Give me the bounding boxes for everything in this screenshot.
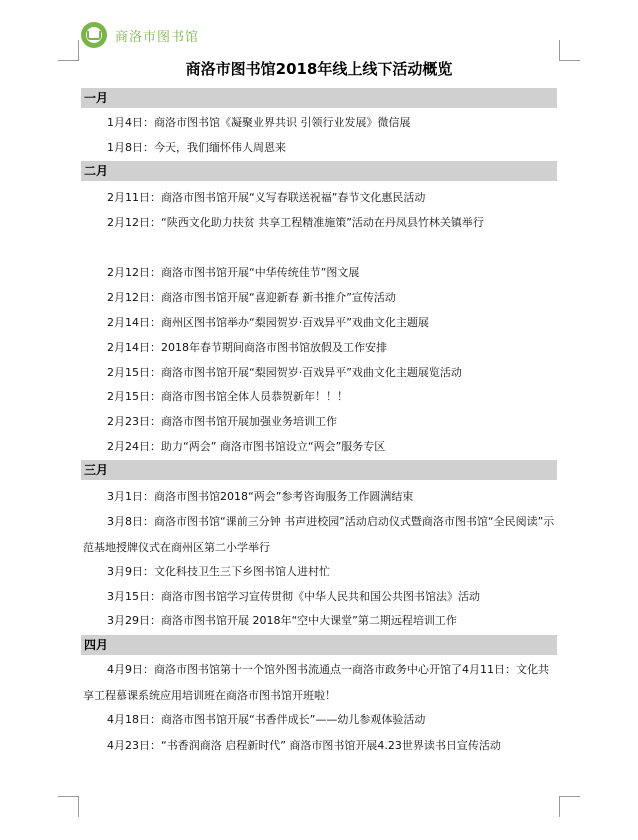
month-heading: 四月: [81, 635, 557, 655]
list-item: 2月12日：商洛市图书馆开展“中华传统佳节”图文展: [107, 266, 360, 279]
list-item: 2月23日：商洛市图书馆开展加强业务培训工作: [107, 415, 337, 428]
page-title: 商洛市图书馆2018年线上线下活动概览: [185, 60, 453, 78]
list-item: 2月15日：商洛市图书馆全体人员恭贺新年！！！: [107, 390, 348, 403]
list-item: 2月12日：商洛市图书馆开展“喜迎新春 新书推介”宣传活动: [107, 291, 396, 304]
list-item: 1月4日：商洛市图书馆《凝聚业界共识 引领行业发展》微信展: [107, 116, 411, 129]
list-item: 2月11日：商洛市图书馆开展“义写春联送祝福”春节文化惠民活动: [107, 191, 426, 204]
list-item: 2月24日：助力“两会” 商洛市图书馆设立“两会”服务专区: [107, 440, 386, 453]
list-item: 3月9日：文化科技卫生三下乡图书馆人进村忙: [107, 565, 330, 578]
list-item: 2月15日：商洛市图书馆开展“梨园贺岁·百戏异平”戏曲文化主题展览活动: [107, 366, 462, 379]
list-item: 3月1日：商洛市图书馆2018“两会”参考咨询服务工作圆满结束: [107, 490, 414, 503]
list-item: 4月23日：“书香润商洛 启程新时代” 商洛市图书馆开展4.23世界读书日宣传活动: [107, 739, 501, 752]
list-item: 4月9日：商洛市图书馆第十一个馆外图书流通点一商洛市政务中心开馆了4月11日：文化共享工程慕课系统应用培训班在商洛市图书馆开班啦！: [83, 663, 549, 702]
crop-mark-bottom-left: [58, 796, 79, 817]
library-name: 商洛市图书馆: [115, 29, 200, 45]
list-item: 2月14日：2018年春节期间商洛市图书馆放假及工作安排: [107, 341, 387, 354]
month-heading: 二月: [81, 161, 557, 181]
list-item: 2月14日：商州区图书馆举办“梨园贺岁·百戏异平”戏曲文化主题展: [107, 316, 429, 329]
list-item: 3月29日：商洛市图书馆开展 2018年“空中大课堂”第二期远程培训工作: [107, 614, 457, 627]
list-item: 2月12日：“陕西文化助力扶贫 共享工程精准施策”活动在丹凤县竹林关镇举行: [107, 216, 484, 229]
list-item: 4月18日：商洛市图书馆开展“书香伴成长”——幼儿参观体验活动: [107, 713, 426, 726]
library-logo-icon: [81, 22, 107, 48]
list-item: 1月8日：今天，我们缅怀伟人周恩来: [107, 141, 286, 154]
list-item: 3月15日：商洛市图书馆学习宣传贯彻《中华人民共和国公共图书馆法》活动: [107, 590, 480, 603]
month-heading: 三月: [81, 460, 557, 480]
page-header: [81, 21, 199, 49]
crop-mark-bottom-right: [559, 796, 580, 817]
list-item: 3月8日：商洛市图书馆“课前三分钟 书声进校园”活动启动仪式暨商洛市图书馆“全民阅读”示范基地授牌仪式在商州区第二小学举行: [83, 515, 555, 554]
month-heading: 一月: [81, 88, 557, 108]
